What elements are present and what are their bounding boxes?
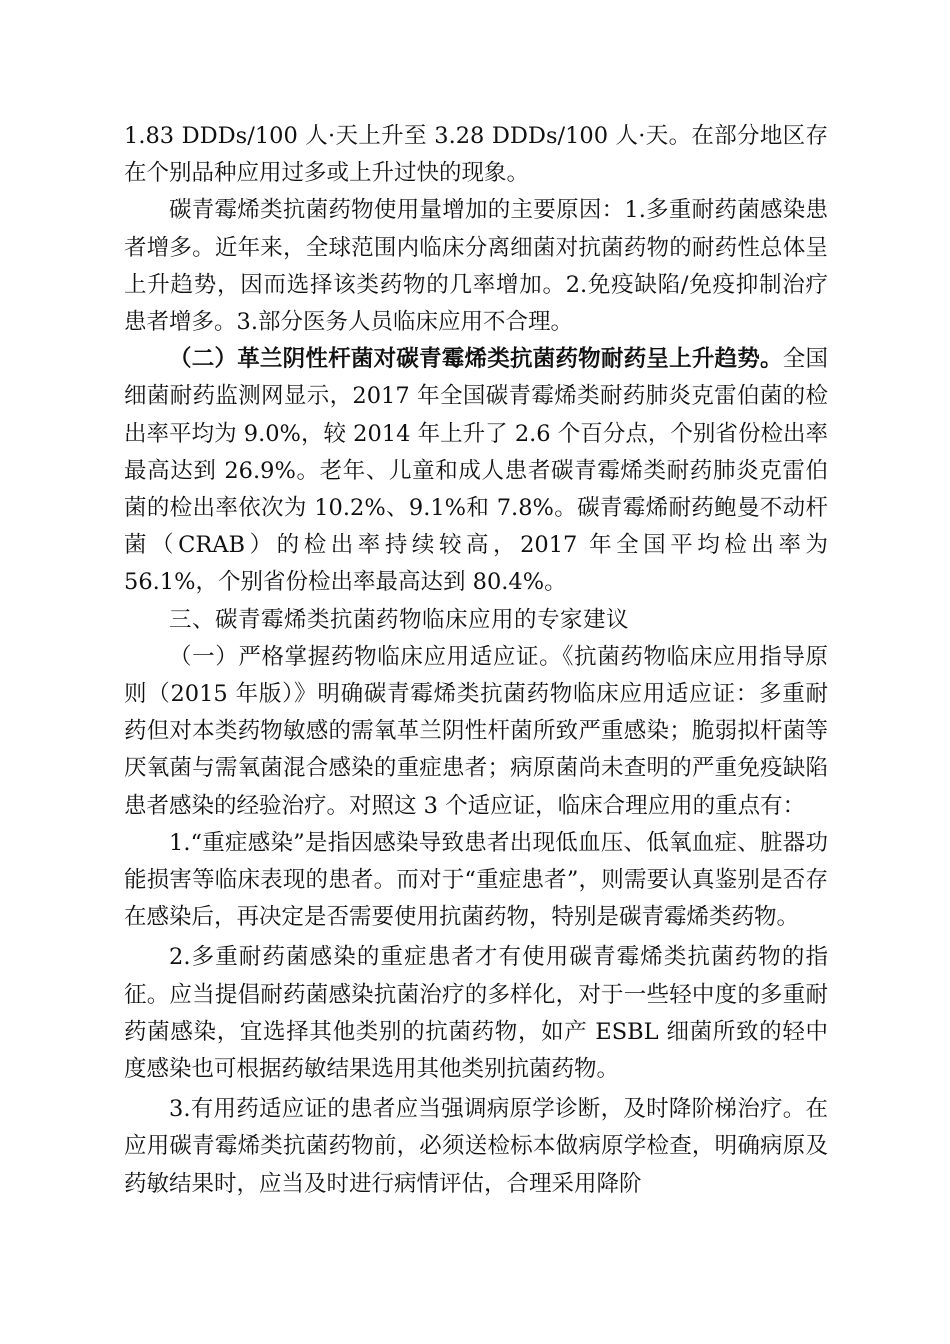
paragraph-resistance-trend (124, 341, 828, 601)
paragraph-usage-data: 1.83 DDDs/100 人·天上升至 3.28 DDDs/100 人·天。在部分地区存在个别品种应用过多或上升过快的现象。 (124, 123, 828, 187)
paragraph-resistance-trend-text: 全国细菌耐药监测网显示，2017 年全国碳青霉烯类耐药肺炎克雷伯菌的检出率平均为 9.0%，较 2014 年上升了 2.6 个百分点，个别省份检出率最高达到 26.9%。老年、儿童和成人患者碳青霉烯类耐药肺炎克雷伯菌的检出率依次为 10.2%、9.1%和 7.8%。碳青霉烯耐药鲍曼不动杆菌（CRAB）的检出率持续较高，2017 年全国平均检出率为 56.1%，个别省份检出率最高达到 80.4%。 (124, 346, 828, 596)
section-heading-expert-advice: 三、碳青霉烯类抗菌药物临床应用的专家建议 (169, 606, 630, 633)
paragraph-indications (124, 639, 828, 825)
subheading-resistance-trend: （二）革兰阴性杆菌对碳青霉烯类抗菌药物耐药呈上升趋势。 (169, 346, 783, 373)
paragraph-point-1: 1.“重症感染”是指因感染导致患者出现低血压、低氧血症、脏器功能损害等临床表现的患者。而对于“重症患者”，则需要认真鉴别是否存在感染后，再决定是否需要使用抗菌药物，特别是碳青霉烯类药物。 (124, 829, 828, 931)
subheading-indications: （一）严格掌握药物临床应用适应证。 (169, 643, 563, 670)
document-body (124, 118, 828, 1203)
paragraph-point-2: 2.多重耐药菌感染的重症患者才有使用碳青霉烯类抗菌药物的指征。应当提倡耐药菌感染抗菌治疗的多样化，对于一些轻中度的多重耐药菌感染，宜选择其他类别的抗菌药物，如产 ESBL 细菌所致的轻中度感染也可根据药敏结果选用其他类别抗菌药物。 (124, 944, 828, 1083)
paragraph-point-3: 3.有用药适应证的患者应当强调病原学诊断，及时降阶梯治疗。在应用碳青霉烯类抗菌药物前，必须送检标本做病原学检查，明确病原及药敏结果时，应当及时进行病情评估，合理采用降阶 (124, 1096, 828, 1197)
paragraph-usage-reasons: 碳青霉烯类抗菌药物使用量增加的主要原因：1.多重耐药菌感染患者增多。近年来，全球范围内临床分离细菌对抗菌药物的耐药性总体呈上升趋势，因而选择该类药物的几率增加。2.免疫缺陷/免疫抑制治疗患者增多。3.部分医务人员临床应用不合理。 (124, 197, 828, 336)
paragraph-indications-text: 《抗菌药物临床应用指导原则（2015 年版）》明确碳青霉烯类抗菌药物临床应用适应证：多重耐药但对本类药物敏感的需氧革兰阴性杆菌所致严重感染；脆弱拟杆菌等厌氧菌与需氧菌混合感染的重症患者；病原菌尚未查明的严重免疫缺陷患者感染的经验治疗。对照这 3 个适应证，临床合理应用的重点有： (124, 643, 828, 819)
